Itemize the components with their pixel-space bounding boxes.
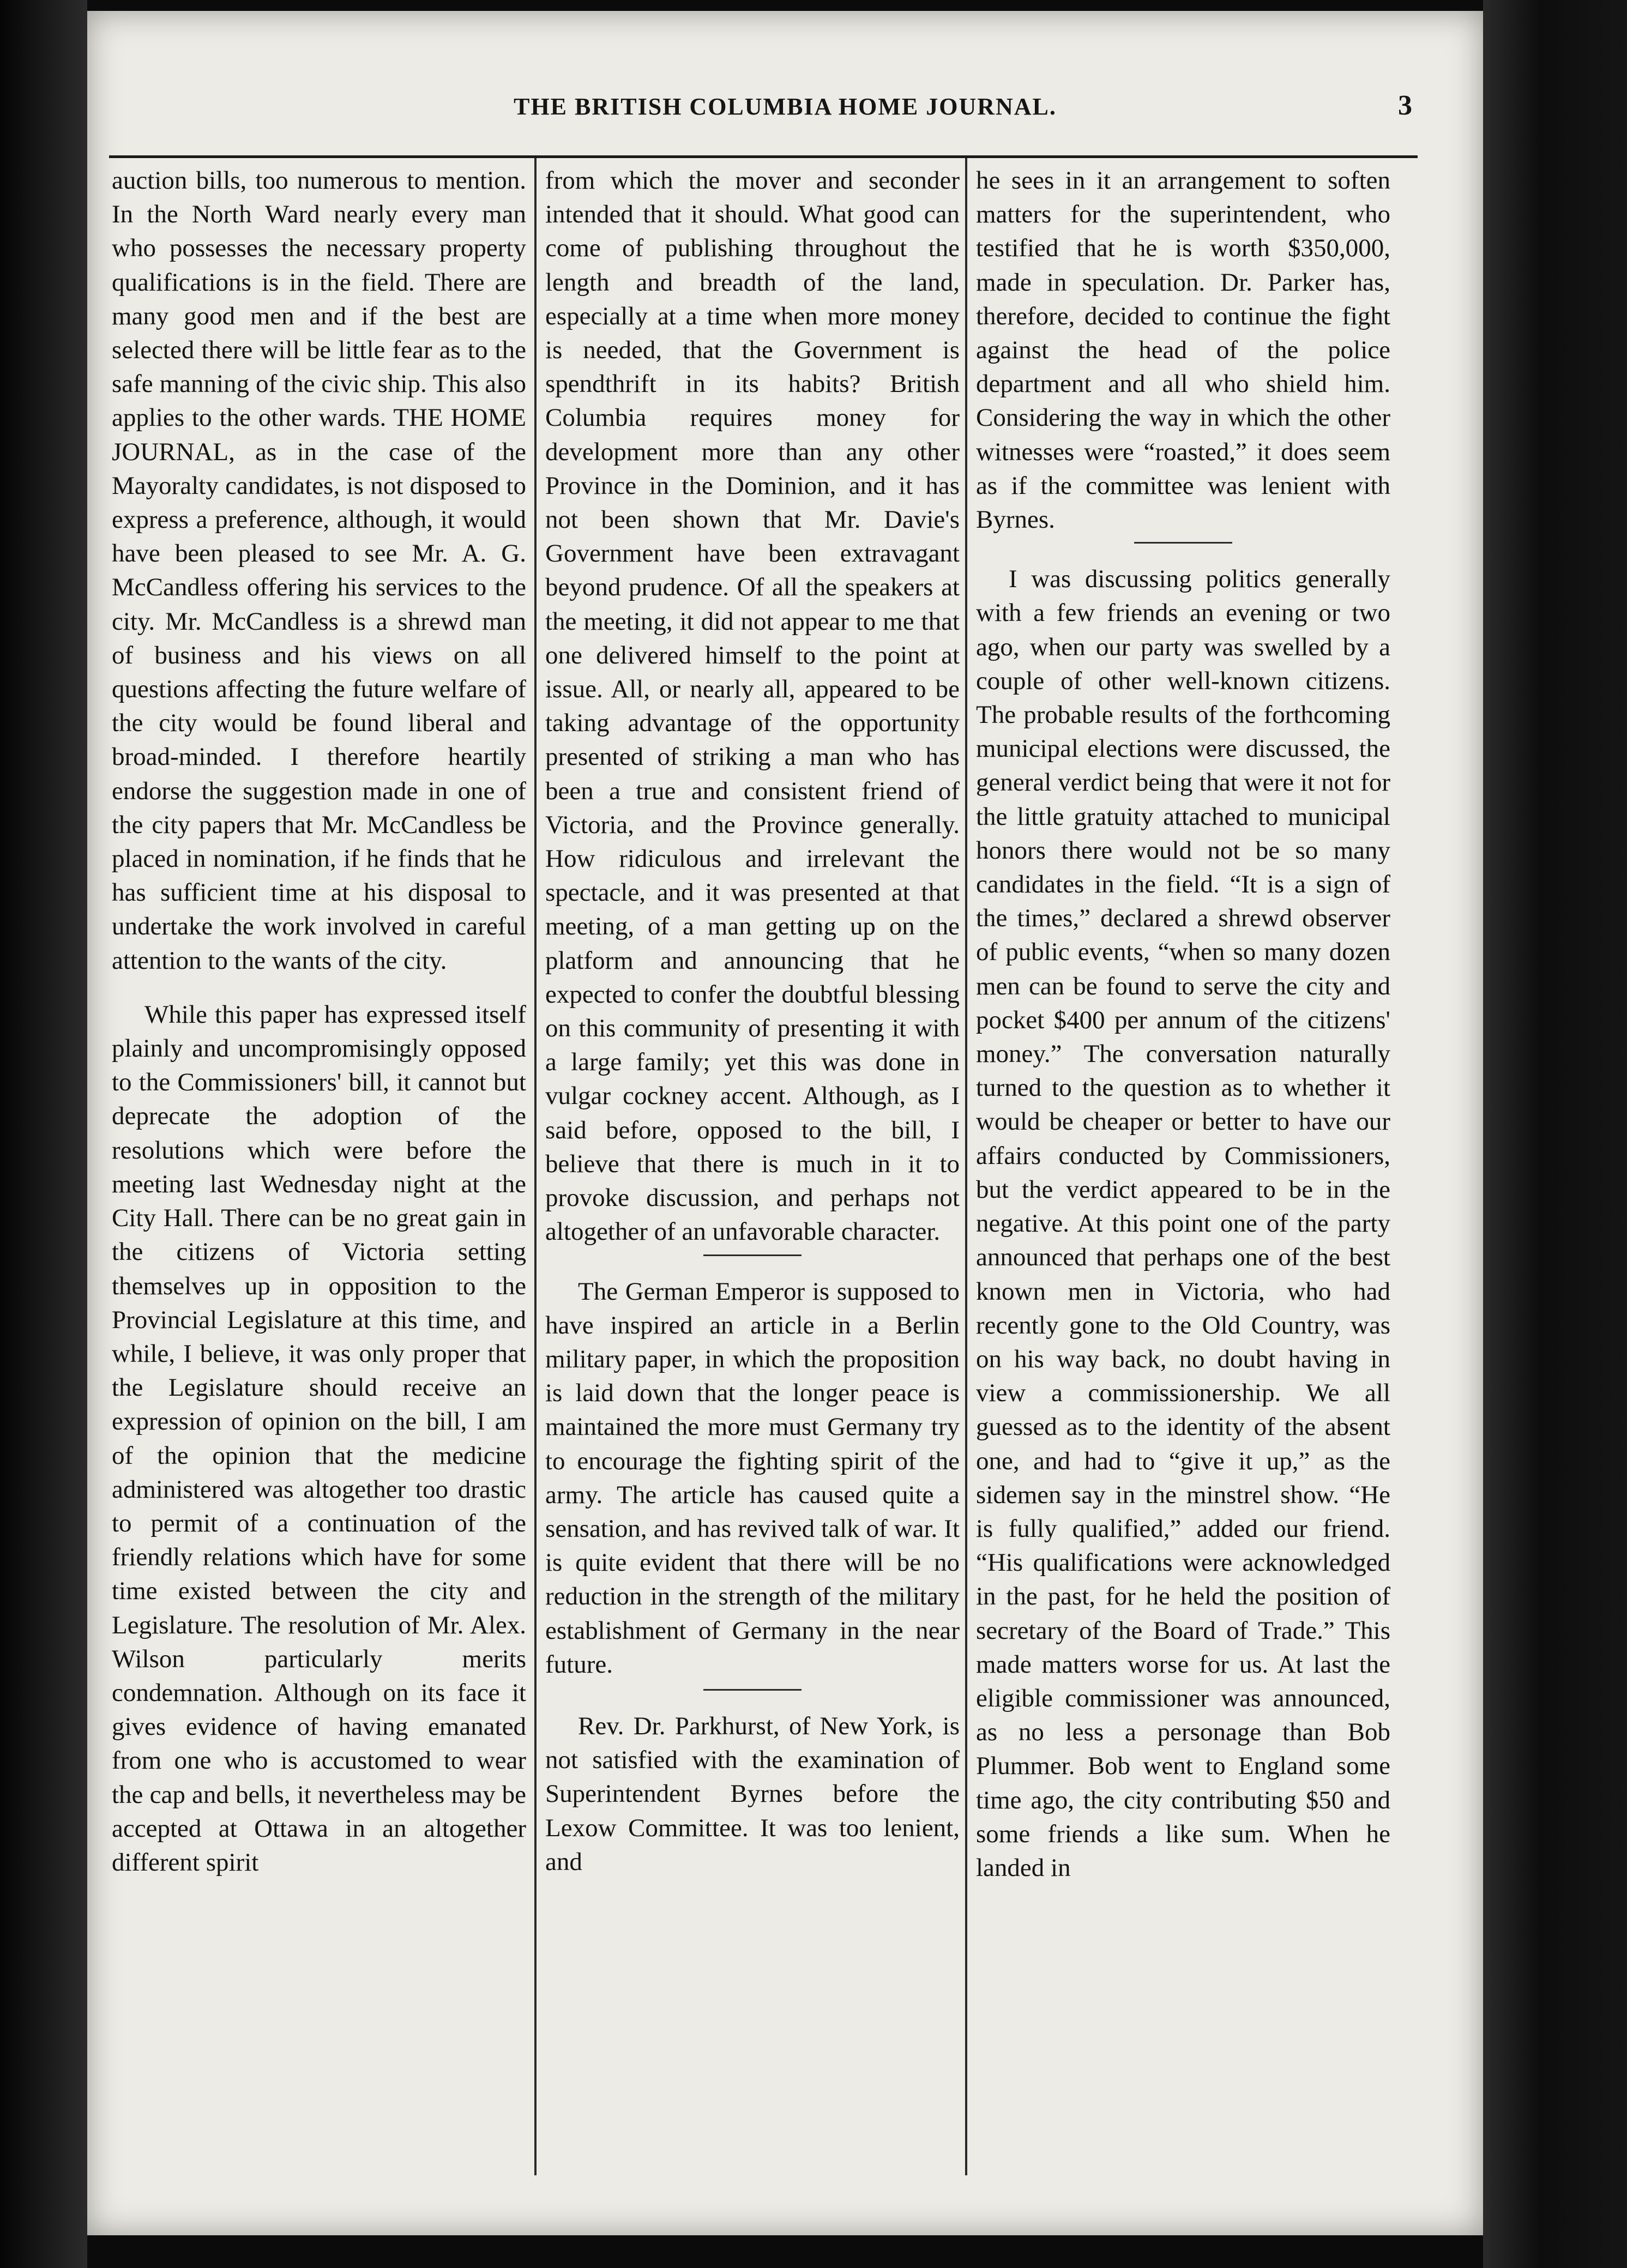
book-binding-right [1483, 0, 1627, 2268]
header-rule [109, 155, 1418, 158]
newspaper-page [87, 11, 1483, 2235]
column-rule-2 [965, 158, 967, 2175]
article-paragraph: auction bills, too numerous to mention. In the North Ward nearly every man who possesses the necessary property qualifications is in the field. There are many good men and if the best are selected there will be little fear as to the safe manning of the civic ship. This also applies to the other wards. THE HOME JOURNAL, as in the case of the Mayoralty candidates, is not disposed to express a preference, although, it would have been pleased to see Mr. A. G. McCandless offering his services to the city. Mr. McCandless is a shrewd man of business and his views on all questions affecting the future welfare of the city would be found liberal and broad-minded. I therefore heartily endorse the suggestion made in one of the city papers that Mr. McCandless be placed in nomination, if he finds that he has sufficient time at his disposal to undertake the work involved in careful attention to the wants of the city. [112, 166, 526, 975]
column-rule-1 [534, 158, 537, 2175]
article-paragraph: from which the mover and seconder intended that it should. What good can come of publishing throughout the length and breadth of the land, especially at a time when more money is needed, that the Government is spendthrift in its habits? British Columbia requires money for development more than any other Province in the Dominion, and it has not been shown that Mr. Davie's Government have been extravagant beyond prudence. Of all the speakers at the meeting, it did not appear to me that one delivered himself to the point at issue. All, or nearly all, appeared to be taking advantage of the opportunity presented of striking a man who has been a true and consistent friend of Victoria, and the Province generally. How ridiculous and irrelevant the spectacle, and it was presented at that meeting, of a man getting up on the platform and announcing that he expected to confer the doubtful blessing on this community of presenting it with a large family; yet this was done in vulgar cockney accent. Although, as I said before, opposed to the bill, I believe that there is much in it to provoke discussion, and perhaps not altogether of an unfavorable character. [545, 166, 960, 1246]
article-paragraph: While this paper has expressed itself plainly and uncompromisingly opposed to the Commissioners' bill, it cannot but deprecate the adoption of the resolutions which were before the meeting last Wednesday night at the City Hall. There can be no great gain in the citizens of Victoria setting themselves up in opposition to the Provincial Legislature at this time, and while, I believe, it was only proper that the Legislature should receive an expression of opinion on the bill, I am of the opinion that the medicine administered was altogether too drastic to permit of a continuation of the friendly relations which have for some time existed between the city and Legislature. The resolution of Mr. Alex. Wilson particularly merits condemnation. Although on its face it gives evidence of having emanated from one who is accustomed to wear the cap and bells, it nevertheless may be accepted at Ottawa in an altogether different spirit [112, 1000, 526, 1877]
column-3 [976, 164, 1390, 2148]
section-divider [703, 1254, 802, 1256]
article-paragraph: The German Emperor is supposed to have inspired an article in a Berlin military paper, in which the proposition is laid down that the longer peace is maintained the more must Germany try to encourage the fighting spirit of the army. The article has caused quite a sensation, and has revived talk of war. It is quite evident that there will be no reduction in the strength of the military establishment of Germany in the near future. [545, 1277, 960, 1679]
page-number: 3 [1398, 90, 1412, 121]
article-paragraph: Rev. Dr. Parkhurst, of New York, is not satisfied with the examination of Superintendent Byrnes before the Lexow Committee. It was too lenient, and [545, 1711, 960, 1876]
column-2 [545, 164, 960, 2148]
column-1 [112, 164, 526, 2148]
section-divider [703, 1689, 802, 1691]
journal-title: THE BRITISH COLUMBIA HOME JOURNAL. [514, 93, 1057, 120]
section-divider [1134, 542, 1232, 544]
book-binding-left [0, 0, 87, 2268]
article-paragraph: I was discussing politics generally with a few friends an evening or two ago, when our party was swelled by a couple of other well-known citizens. The probable results of the forthcoming municipal elections were discussed, the general verdict being that were it not for the little gratuity attached to municipal honors there would not be so many candidates in the field. “It is a sign of the times,” declared a shrewd observer of public events, “when so many dozen men can be found to serve the city and pocket $400 per annum of the citizens' money.” The conversation naturally turned to the question as to whether it would be cheaper or better to have our affairs conducted by Commissioners, but the verdict appeared to be in the negative. At this point one of the party announced that perhaps one of the best known men in Victoria, who had recently gone to the Old Country, was on his way back, no doubt having in view a commissionership. We all guessed as to the identity of the absent one, and had to “give it up,” as the sidemen say in the minstrel show. “He is fully qualified,” added our friend. “His qualifications were acknowledged in the past, for he held the position of secretary of the Board of Trade.” This made matters worse for us. At last the eligible commissioner was announced, as no less a personage than Bob Plummer. Bob went to England some time ago, the city contributing $50 and some friends a like sum. When he landed in [976, 565, 1390, 1882]
page-header [109, 82, 1461, 147]
article-paragraph: he sees in it an arrangement to soften matters for the superintendent, who testified that he is worth $350,000, made in speculation. Dr. Parker has, therefore, decided to continue the fight against the head of the police department and all who shield him. Considering the way in which the other witnesses were “roasted,” it does seem as if the committee was lenient with Byrnes. [976, 166, 1390, 534]
